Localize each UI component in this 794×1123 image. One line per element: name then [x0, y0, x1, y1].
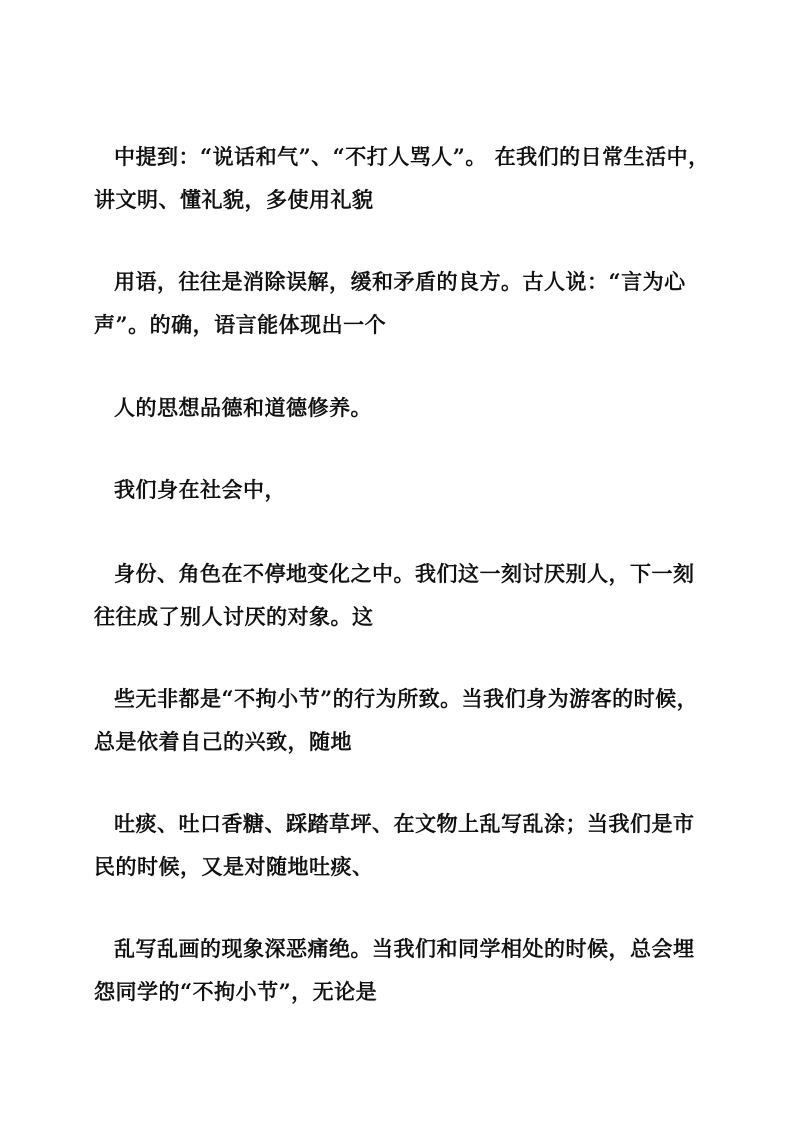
paragraph-8: [94, 927, 704, 1013]
paragraph-line: 怨同学的“不拘小节”，无论是: [94, 979, 378, 1004]
paragraph-1: [94, 135, 710, 221]
paragraph-6: [94, 677, 704, 763]
paragraph-line: 总是依着自己的兴致，随地: [94, 729, 352, 754]
paragraph-line: 声”。的确，语言能体现出一个: [94, 312, 387, 337]
paragraph-line: 民的时候，又是对随地吐痰、: [94, 854, 374, 879]
paragraph-line: 乱写乱画的现象深恶痛绝。当我们和同学相处的时候，总会埋: [114, 936, 695, 961]
paragraph-line: 讲文明、懂礼貌，多使用礼貌: [94, 187, 374, 212]
paragraph-2: [94, 260, 704, 346]
paragraph-line: 身份、角色在不停地变化之中。我们这一刻讨厌别人，下一刻: [114, 561, 695, 586]
paragraph-line: 人的思想品德和道德修养。: [114, 395, 372, 420]
paragraph-4: [94, 468, 704, 511]
paragraph-line: 些无非都是“不拘小节”的行为所致。当我们身为游客的时候，: [114, 686, 699, 711]
paragraph-5: [94, 552, 704, 638]
paragraph-line: 吐痰、吐口香糖、踩踏草坪、在文物上乱写乱涂；当我们是市: [114, 811, 695, 836]
paragraph-line: 用语，往往是消除误解，缓和矛盾的良方。古人说：“言为心: [114, 269, 686, 294]
paragraph-3: [94, 386, 704, 429]
paragraph-7: [94, 802, 704, 888]
paragraph-line: 中提到：“说话和气”、“不打人骂人”。 在我们的日常生活中，: [114, 144, 710, 169]
paragraph-line: 往往成了别人讨厌的对象。这: [94, 604, 374, 629]
paragraph-line: 我们身在社会中，: [114, 477, 286, 502]
